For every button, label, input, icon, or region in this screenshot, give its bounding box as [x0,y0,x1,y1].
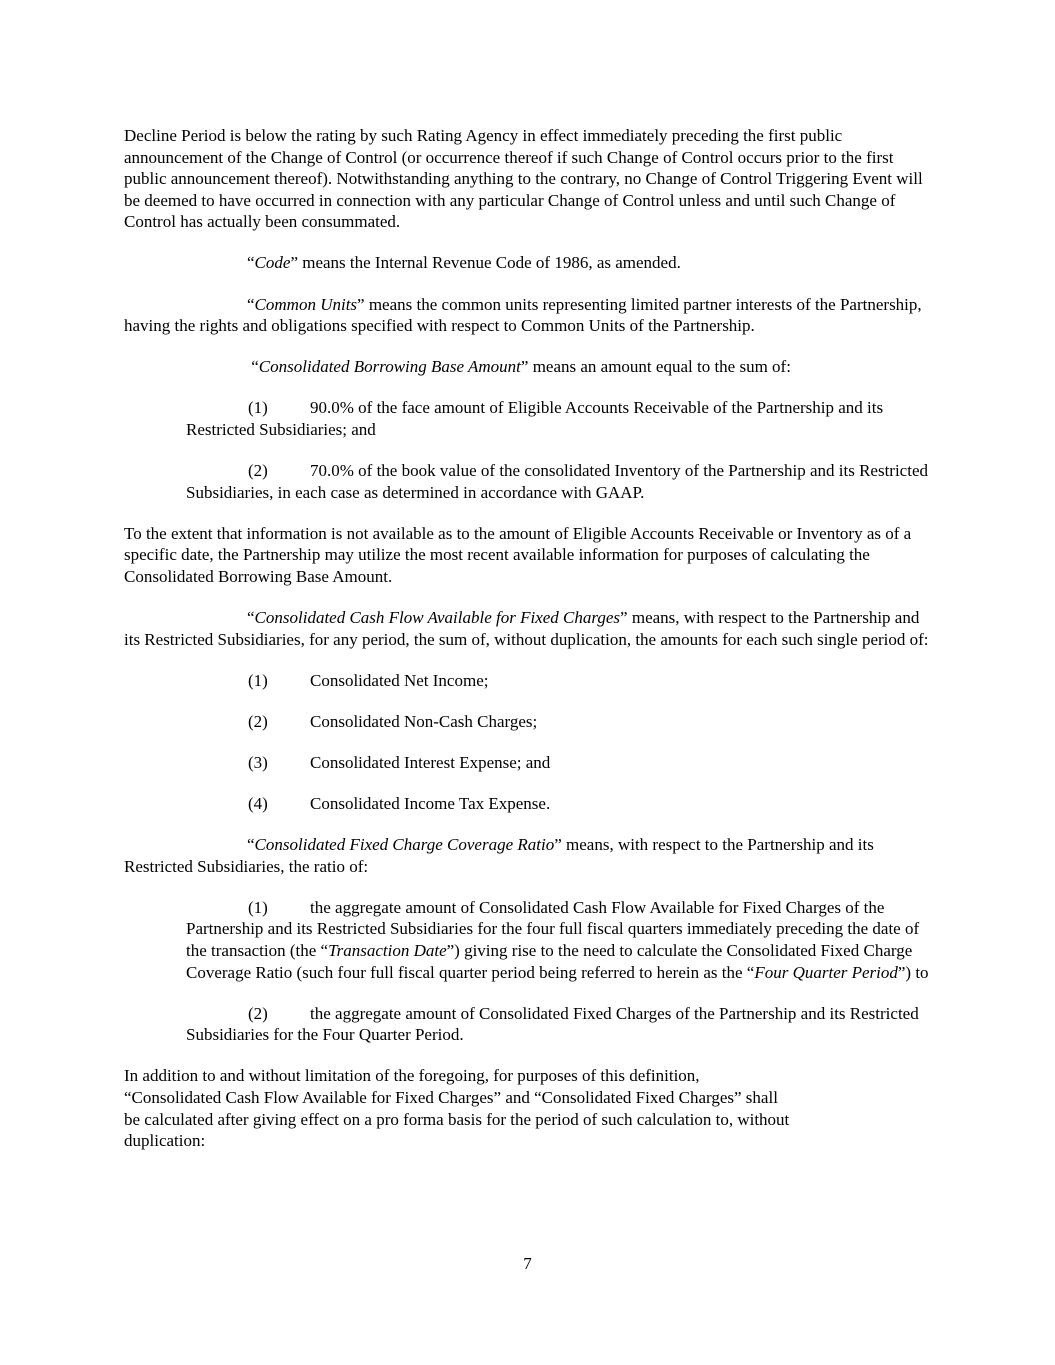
definition-common-units: “Common Units” means the common units representing limited partner interests of the Partnership, having the rights and obligations specified with respect to Common Units of the Partnership. [124,294,922,336]
borrowing-base-clause-2: (2) 70.0% of the book value of the consolidated Inventory of the Partnership and its Restricted Subsidiaries, in each case as determined in accordance with GAAP. [186,461,928,502]
definition-cash-flow: “Consolidated Cash Flow Available for Fixed Charges” means, with respect to the Partnership and its Restricted Subsidiaries, for any period, the sum of, without duplication, the amounts for each such single period of: [124,608,929,649]
defined-term: Transaction Date [328,940,447,960]
list-item: (3) Consolidated Interest Expense; and [248,752,551,772]
page-number: 7 [523,1254,532,1273]
defined-term: Consolidated Borrowing Base Amount [258,357,521,377]
list-item: (2) Consolidated Non-Cash Charges; [248,711,538,731]
coverage-ratio-clause-1: (1) the aggregate amount of Consolidated Cash Flow Available for Fixed Charges of the Partnership and its Restricted Subsidiaries for the four full fiscal quarters immediately preceding the date of the transaction (the “Transaction Date”) giving rise to the need to calculate the Consolidated Fixed Charge Coverage Ratio (such four full fiscal quarter period being referred to herein as the “Four Quarter Period”) to [186,897,929,982]
definition-borrowing-base: “Consolidated Borrowing Base Amount” means an amount equal to the sum of: [247,357,791,377]
definition-code: “Code” means the Internal Revenue Code of 1986, as amended. [247,253,681,273]
paragraph-decline-period: Decline Period is below the rating by such Rating Agency in effect immediately preceding the first public announcement of the Change of Control (or occurrence thereof if such Change of Control occurs prior to the first public announcement thereof). Notwithstanding anything to the contrary, no Change of Control Triggering Event will be deemed to have occurred in connection with any particular Change of Control unless and until such Change of Control has actually been consummated. [124,126,923,232]
list-item: (4) Consolidated Income Tax Expense. [248,793,551,813]
defined-term: Consolidated Fixed Charge Coverage Ratio [254,835,555,855]
defined-term: Four Quarter Period [754,962,898,982]
page-body [124,125,936,1171]
paragraph-to-the-extent: To the extent that information is not available as to the amount of Eligible Accounts Receivable or Inventory as of a specific date, the Partnership may utilize the most recent available information for purposes of calculating the Consolidated Borrowing Base Amount. [124,523,912,586]
defined-term: Common Units [254,294,358,314]
paragraph-in-addition: In addition to and without limitation of the foregoing, for purposes of this definition, “Consolidated Cash Flow Available for Fixed Charges” and “Consolidated Fixed Charges” shall be calculated after giving effect on a pro forma basis for the period of such calculation to, without duplication: [124,1066,790,1151]
definition-coverage-ratio: “Consolidated Fixed Charge Coverage Ratio” means, with respect to the Partnership and its Restricted Subsidiaries, the ratio of: [124,835,874,876]
coverage-ratio-clause-2: (2) the aggregate amount of Consolidated Fixed Charges of the Partnership and its Restricted Subsidiaries for the Four Quarter Period. [186,1003,919,1045]
borrowing-base-clause-1: (1) 90.0% of the face amount of Eligible Accounts Receivable of the Partnership and its Restricted Subsidiaries; and [186,398,884,439]
defined-term: Consolidated Cash Flow Available for Fixed Charges [254,608,621,627]
defined-term: Code [254,253,291,273]
list-item: (1) Consolidated Net Income; [248,670,489,690]
